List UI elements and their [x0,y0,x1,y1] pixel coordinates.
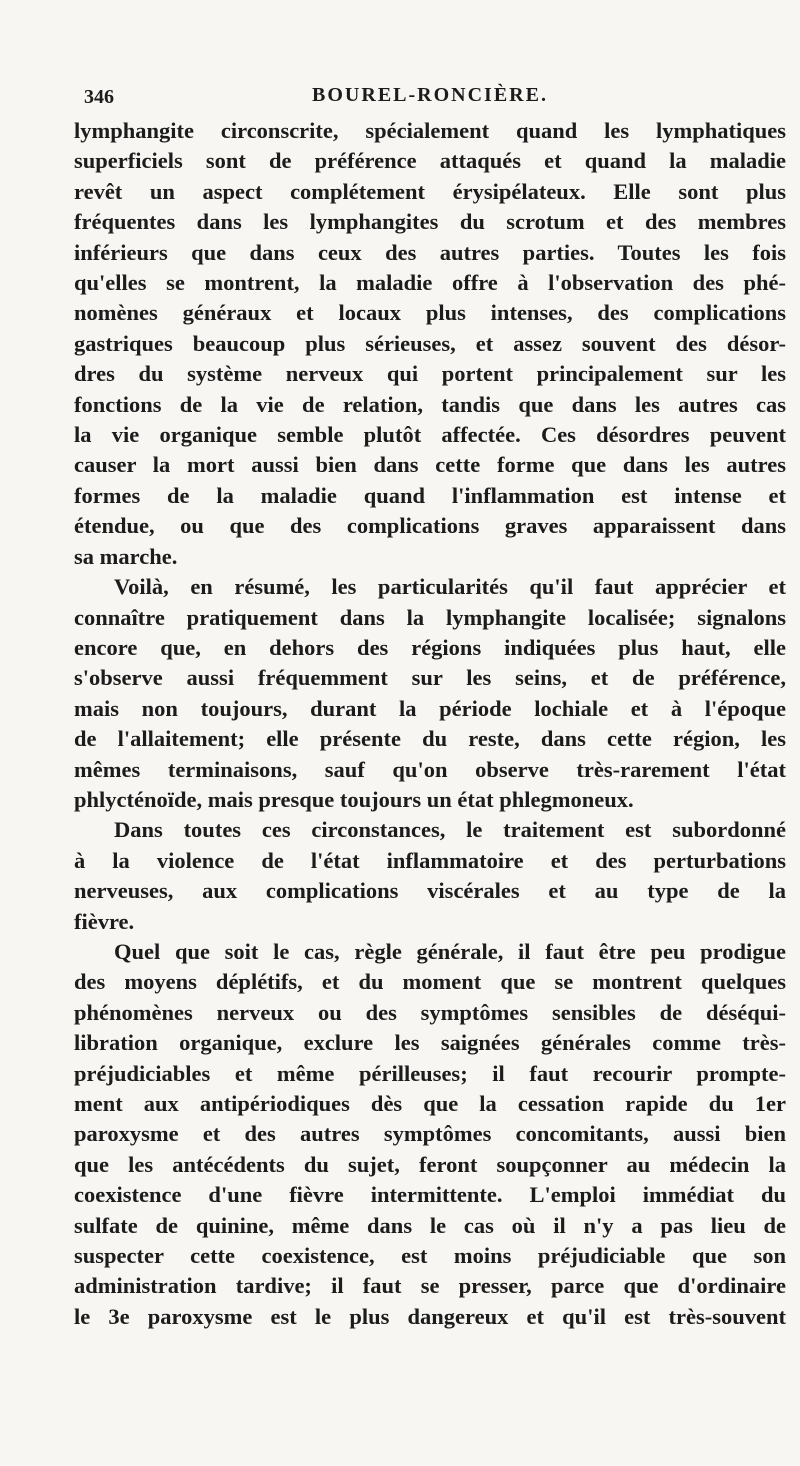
text-line: suspecter cette coexistence, est moins préjudiciable que son [74,1243,786,1269]
text-line: fréquentes dans les lymphangites du scrotum et des membres [74,209,786,235]
text-line: fonctions de la vie de relation, tandis que dans les autres cas [74,391,786,417]
text-line: des moyens déplétifs, et du moment que se montrent quelques [74,969,786,995]
paragraph-start-line: Quel que soit le cas, règle générale, il faut être peu prodigue [114,938,786,964]
paragraph-start-line: Dans toutes ces circonstances, le traitement est subordonné [114,817,786,843]
text-line: lymphangite circonscrite, spécialement quand les lymphatiques [74,118,786,143]
text-line: étendue, ou que des complications graves apparaissent dans [74,513,786,539]
text-line: sa marche. [74,543,178,569]
text-line: le 3e paroxysme est le plus dangereux et qu'il est très-souvent [74,1303,786,1329]
text-line: mêmes terminaisons, sauf qu'on observe très-rarement l'état [74,756,786,782]
text-line: sulfate de quinine, même dans le cas où il n'y a pas lieu de [74,1212,786,1238]
text-line: formes de la maladie quand l'inflammation est intense et [74,482,786,508]
text-line: ment aux antipériodiques dès que la cessation rapide du 1er [74,1091,786,1116]
text-line: que les antécédents du sujet, feront soupçonner au médecin la [74,1151,786,1177]
text-line: qu'elles se montrent, la maladie offre à l'observation des phé- [74,270,786,296]
text-line: à la violence de l'état inflammatoire et des perturbations [74,847,786,873]
text-line: s'observe aussi fréquemment sur les seins, et de préférence, [74,665,786,691]
text-line: paroxysme et des autres symptômes concomitants, aussi bien [74,1121,786,1147]
paragraph-start-line: Voilà, en résumé, les particularités qu'il faut apprécier et [114,574,786,600]
book-page [74,80,786,1332]
text-line: phénomènes nerveux ou des symptômes sensibles de déséqui- [74,999,786,1025]
running-title: BOUREL-RONCIÈRE. [312,84,548,106]
text-line: connaître pratiquement dans la lymphangite localisée; signalons [74,604,786,630]
text-line: coexistence d'une fièvre intermittente. L'emploi immédiat du [74,1182,786,1208]
text-line: phlycténoïde, mais presque toujours un état phlegmoneux. [74,786,634,812]
text-line: superficiels sont de préférence attaqués et quand la maladie [74,148,786,174]
text-line: fièvre. [74,908,135,934]
text-line: nomènes généraux et locaux plus intenses, des complications [74,300,786,326]
body-text [74,116,786,1332]
text-line: inférieurs que dans ceux des autres parties. Toutes les fois [74,239,786,265]
text-line: gastriques beaucoup plus sérieuses, et assez souvent des désor- [74,330,786,356]
text-line: causer la mort aussi bien dans cette forme que dans les autres [74,452,786,478]
text-line: libration organique, exclure les saignées générales comme très- [74,1030,786,1056]
text-line: encore que, en dehors des régions indiquées plus haut, elle [74,634,786,660]
page-header [74,80,786,116]
text-line: préjudiciables et même périlleuses; il faut recourir prompte- [74,1060,786,1086]
text-line: revêt un aspect complétement érysipélateux. Elle sont plus [74,178,786,204]
text-line: administration tardive; il faut se presser, parce que d'ordinaire [74,1273,786,1299]
text-line: la vie organique semble plutôt affectée. Ces désordres peuvent [74,422,786,448]
text-line: nerveuses, aux complications viscérales et au type de la [74,878,786,904]
text-line: mais non toujours, durant la période lochiale et à l'époque [74,695,786,721]
page-number: 346 [84,86,114,108]
text-line: de l'allaitement; elle présente du reste, dans cette région, les [74,726,786,752]
text-line: dres du système nerveux qui portent principalement sur les [74,361,786,387]
